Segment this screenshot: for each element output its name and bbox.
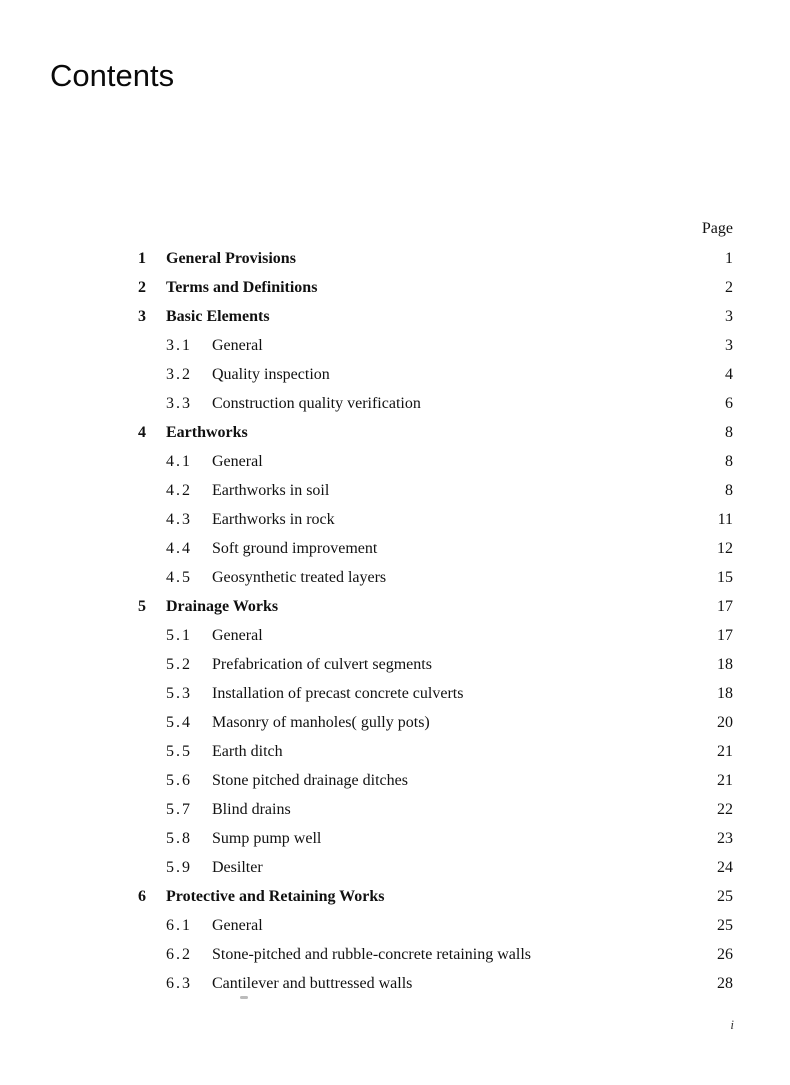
toc-entry-number: 3.2 [166, 366, 192, 383]
toc-entry-title: General [212, 337, 263, 354]
scan-speck [240, 996, 248, 999]
toc-entry-number: 4.1 [166, 453, 192, 470]
toc-entry-number: 3 [138, 308, 146, 325]
toc-entry-title: General [212, 453, 263, 470]
toc-entry-title: Installation of precast concrete culverts [212, 685, 464, 702]
toc-chapter-row[interactable] [0, 418, 790, 447]
toc-entry-title: Earthworks in soil [212, 482, 330, 499]
toc-entry-page: 18 [717, 685, 733, 702]
toc-section-row[interactable] [0, 969, 790, 998]
toc-section-row[interactable] [0, 505, 790, 534]
toc-entry-page: 28 [717, 975, 733, 992]
toc-entry-page: 17 [717, 598, 733, 615]
toc-entry-title: Terms and Definitions [166, 279, 318, 296]
toc-section-row[interactable] [0, 447, 790, 476]
toc-entry-page: 8 [725, 453, 733, 470]
toc-entry-title: General [212, 627, 263, 644]
toc-entry-page: 2 [725, 279, 733, 296]
page-title: Contents [50, 58, 175, 93]
toc-entry-number: 5.9 [166, 859, 192, 876]
toc-chapter-row[interactable] [0, 273, 790, 302]
toc-entry-page: 22 [717, 801, 733, 818]
page-footer-mark: i [730, 1017, 734, 1032]
toc-entry-page: 26 [717, 946, 733, 963]
toc-section-row[interactable] [0, 708, 790, 737]
toc-section-row[interactable] [0, 563, 790, 592]
toc-entry-title: Basic Elements [166, 308, 270, 325]
toc-entry-number: 6.2 [166, 946, 192, 963]
toc-entry-page: 1 [725, 250, 733, 267]
toc-entry-number: 5.4 [166, 714, 192, 731]
toc-section-row[interactable] [0, 766, 790, 795]
toc-entry-page: 8 [725, 424, 733, 441]
toc-section-row[interactable] [0, 824, 790, 853]
toc-entry-title: Stone-pitched and rubble-concrete retaining walls [212, 946, 531, 963]
toc-entry-title: Earthworks [166, 424, 248, 441]
toc-entry-page: 8 [725, 482, 733, 499]
toc-entry-title: Sump pump well [212, 830, 322, 847]
toc-entry-title: Masonry of manholes( gully pots) [212, 714, 430, 731]
toc-entry-number: 5.2 [166, 656, 192, 673]
toc-chapter-row[interactable] [0, 592, 790, 621]
toc-section-row[interactable] [0, 360, 790, 389]
toc-entry-number: 5.7 [166, 801, 192, 818]
toc-section-row[interactable] [0, 331, 790, 360]
toc-entry-title: Cantilever and buttressed walls [212, 975, 413, 992]
toc-entry-page: 20 [717, 714, 733, 731]
toc-section-row[interactable] [0, 476, 790, 505]
toc-entry-number: 4.4 [166, 540, 192, 557]
toc-section-row[interactable] [0, 650, 790, 679]
toc-entry-page: 24 [717, 859, 733, 876]
toc-entry-number: 3.3 [166, 395, 192, 412]
toc-entry-number: 6.1 [166, 917, 192, 934]
toc-chapter-row[interactable] [0, 302, 790, 331]
toc-section-row[interactable] [0, 679, 790, 708]
toc-chapter-row[interactable] [0, 882, 790, 911]
toc-entry-number: 5.3 [166, 685, 192, 702]
toc-entry-page: 23 [717, 830, 733, 847]
toc-entry-title: Desilter [212, 859, 263, 876]
toc-entry-title: Soft ground improvement [212, 540, 378, 557]
toc-entry-number: 5.1 [166, 627, 192, 644]
toc-entry-title: Construction quality verification [212, 395, 421, 412]
toc-entry-number: 2 [138, 279, 146, 296]
toc-entry-page: 3 [725, 337, 733, 354]
toc-entry-page: 17 [717, 627, 733, 644]
toc-entry-title: Prefabrication of culvert segments [212, 656, 432, 673]
toc-entry-number: 5 [138, 598, 146, 615]
toc-section-row[interactable] [0, 795, 790, 824]
toc-entry-number: 5.8 [166, 830, 192, 847]
toc-section-row[interactable] [0, 737, 790, 766]
toc-section-row[interactable] [0, 911, 790, 940]
toc-entry-title: Protective and Retaining Works [166, 888, 385, 905]
toc-entry-title: General [212, 917, 263, 934]
toc-section-row[interactable] [0, 853, 790, 882]
toc-entry-page: 21 [717, 743, 733, 760]
toc-entry-number: 3.1 [166, 337, 192, 354]
toc-section-row[interactable] [0, 389, 790, 418]
toc-entry-number: 4.2 [166, 482, 192, 499]
toc-entry-number: 4.5 [166, 569, 192, 586]
toc-entry-title: Quality inspection [212, 366, 330, 383]
toc-entry-number: 5.5 [166, 743, 192, 760]
toc-section-row[interactable] [0, 621, 790, 650]
toc-entry-number: 6 [138, 888, 146, 905]
toc-chapter-row[interactable] [0, 244, 790, 273]
table-of-contents [0, 244, 790, 998]
toc-entry-page: 3 [725, 308, 733, 325]
toc-entry-page: 25 [717, 917, 733, 934]
toc-entry-title: Geosynthetic treated layers [212, 569, 387, 586]
toc-entry-number: 1 [138, 250, 146, 267]
toc-entry-title: Drainage Works [166, 598, 279, 615]
toc-entry-page: 18 [717, 656, 733, 673]
toc-entry-number: 4.3 [166, 511, 192, 528]
toc-entry-page: 12 [717, 540, 733, 557]
toc-entry-page: 11 [717, 511, 733, 528]
toc-entry-title: Earth ditch [212, 743, 283, 760]
toc-section-row[interactable] [0, 534, 790, 563]
toc-section-row[interactable] [0, 940, 790, 969]
toc-entry-page: 4 [725, 366, 733, 383]
toc-entry-page: 21 [717, 772, 733, 789]
page-column-label: Page [701, 220, 733, 237]
toc-entry-page: 25 [717, 888, 733, 905]
toc-entry-page: 15 [717, 569, 733, 586]
toc-entry-title: General Provisions [166, 250, 296, 267]
toc-entry-page: 6 [725, 395, 733, 412]
toc-entry-number: 5.6 [166, 772, 192, 789]
toc-entry-title: Blind drains [212, 801, 291, 818]
toc-entry-title: Earthworks in rock [212, 511, 335, 528]
toc-entry-title: Stone pitched drainage ditches [212, 772, 408, 789]
toc-entry-number: 6.3 [166, 975, 192, 992]
toc-entry-number: 4 [138, 424, 146, 441]
